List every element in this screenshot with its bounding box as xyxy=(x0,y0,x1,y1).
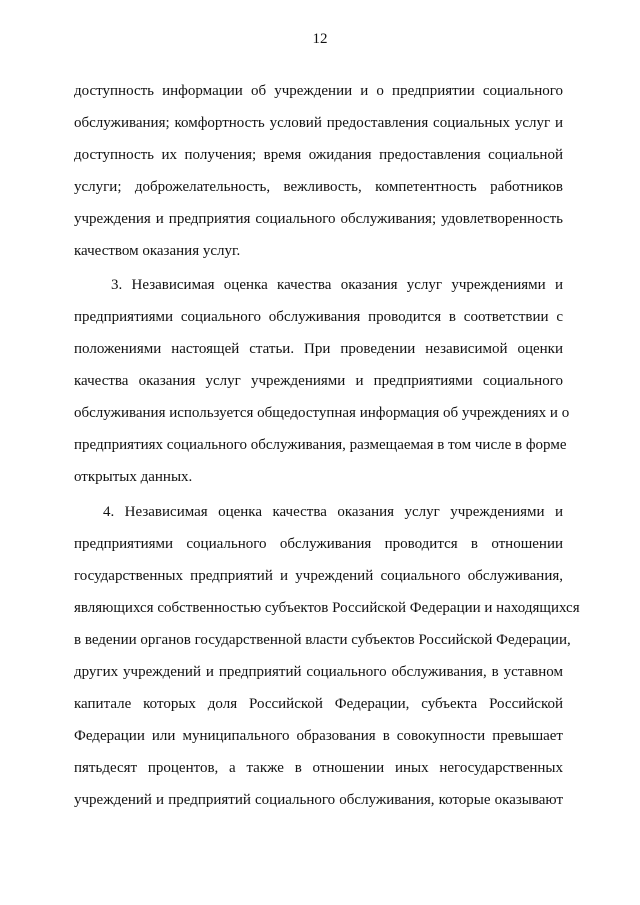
text-line: в ведении органов государственной власти субъектов Российской Федерации, xyxy=(74,632,571,648)
text-line: предприятиями социального обслуживания проводится в соответствии с xyxy=(74,309,563,325)
page-number: 12 xyxy=(312,31,328,47)
text-line: качества оказания услуг учреждениями и предприятиями социального xyxy=(74,373,563,389)
paragraph-continuation xyxy=(74,75,563,267)
text-line: учреждений и предприятий социального обслуживания, которые оказывают xyxy=(74,792,563,808)
paragraph-item-3 xyxy=(74,269,570,493)
text-line: капитале которых доля Российской Федерации, субъекта Российской xyxy=(74,696,563,712)
text-line: обслуживания используется общедоступная информация об учреждениях и о xyxy=(74,405,570,421)
text-line: 3. Независимая оценка качества оказания услуг учреждениями и xyxy=(111,277,563,293)
text-line: доступность их получения; время ожидания предоставления социальной xyxy=(74,147,563,163)
text-line: предприятиями социального обслуживания проводится в отношении xyxy=(74,536,563,552)
text-line: 4. Независимая оценка качества оказания услуг учреждениями и xyxy=(103,504,563,520)
text-line: государственных предприятий и учреждений социального обслуживания, xyxy=(74,568,563,584)
text-line: услуги; доброжелательность, вежливость, компетентность работников xyxy=(74,179,563,195)
text-line: являющихся собственностью субъектов Российской Федерации и находящихся xyxy=(74,600,580,616)
paragraph-item-4 xyxy=(74,496,580,816)
text-line: предприятиях социального обслуживания, размещаемая в том числе в форме xyxy=(74,437,567,453)
text-line: открытых данных. xyxy=(74,469,193,485)
text-line: Федерации или муниципального образования в совокупности превышает xyxy=(74,728,563,744)
text-line: качеством оказания услуг. xyxy=(74,243,241,259)
text-line: доступность информации об учреждении и о предприятии социального xyxy=(74,83,563,99)
text-line: учреждения и предприятия социального обслуживания; удовлетворенность xyxy=(74,211,563,227)
text-line: положениями настоящей статьи. При проведении независимой оценки xyxy=(74,341,563,357)
text-line: других учреждений и предприятий социального обслуживания, в уставном xyxy=(74,664,563,680)
text-line: обслуживания; комфортность условий предоставления социальных услуг и xyxy=(74,115,563,131)
text-line: пятьдесят процентов, а также в отношении иных негосударственных xyxy=(74,760,563,776)
